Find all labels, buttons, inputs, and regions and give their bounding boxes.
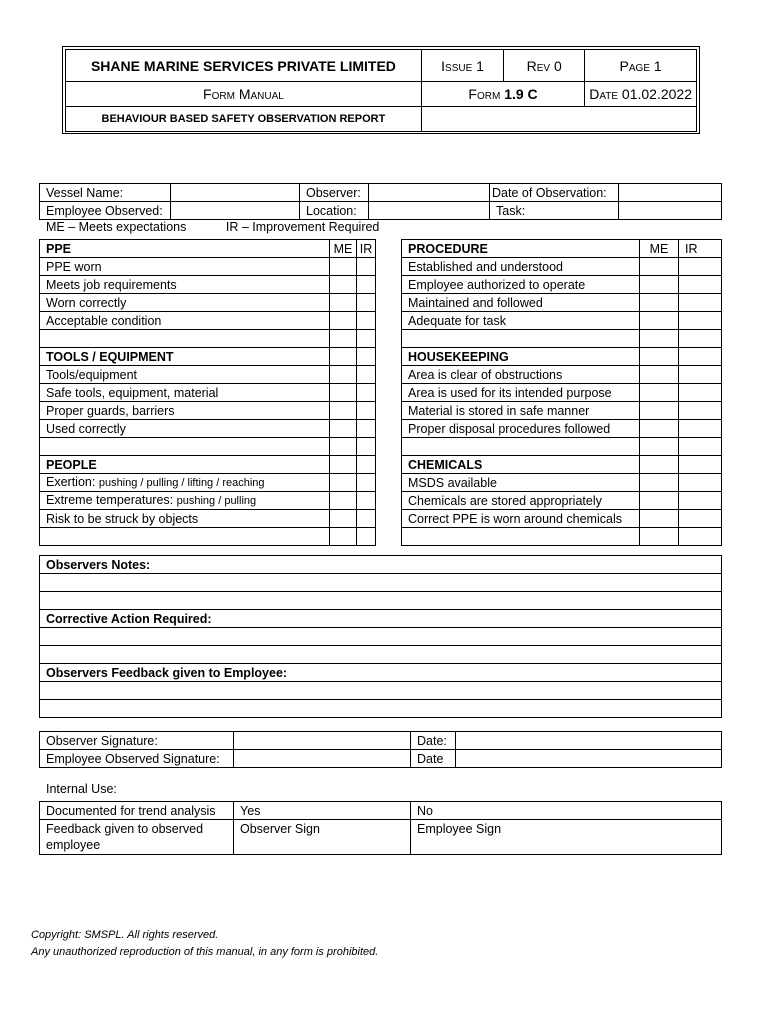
ir-checkbox[interactable]: [679, 402, 722, 420]
ir-checkbox[interactable]: [679, 510, 722, 528]
me-checkbox[interactable]: [330, 294, 357, 312]
me-checkbox[interactable]: [330, 528, 357, 546]
ir-checkbox[interactable]: [357, 510, 376, 528]
form-label: Form: [468, 86, 501, 102]
checklist-item: Used correctly: [40, 420, 330, 438]
form-number: 1.9 C: [504, 86, 538, 102]
checklist-item: Established and understood: [402, 258, 640, 276]
internal-use-label: Internal Use:: [46, 782, 117, 796]
observers-notes-line[interactable]: [40, 592, 722, 610]
table-row: [40, 294, 376, 312]
task-label: Task:: [490, 202, 619, 220]
vessel-name-field[interactable]: [171, 184, 300, 202]
me-checkbox[interactable]: [330, 510, 357, 528]
table-row: [40, 366, 376, 384]
me-checkbox[interactable]: [640, 510, 679, 528]
footer: [31, 927, 378, 961]
checklist-item: [40, 474, 330, 492]
ir-column-header: IR: [679, 240, 722, 258]
checklist-item: Material is stored in safe manner: [402, 402, 640, 420]
empty-cell: [679, 348, 722, 366]
ir-checkbox[interactable]: [679, 384, 722, 402]
task-field[interactable]: [619, 202, 722, 220]
ir-checkbox[interactable]: [679, 492, 722, 510]
me-checkbox[interactable]: [640, 312, 679, 330]
checklist-item: Area is clear of obstructions: [402, 366, 640, 384]
vessel-name-label: Vessel Name:: [40, 184, 171, 202]
table-row: [40, 276, 376, 294]
empty-cell: [40, 438, 330, 456]
no-option[interactable]: No: [411, 802, 722, 820]
ir-checkbox[interactable]: [357, 492, 376, 510]
corrective-action-label: Corrective Action Required:: [40, 610, 722, 628]
table-row: [402, 438, 722, 456]
table-row: [40, 420, 376, 438]
feedback-label: Observers Feedback given to Employee:: [40, 664, 722, 682]
me-checkbox[interactable]: [640, 528, 679, 546]
checklist-item: Proper guards, barriers: [40, 402, 330, 420]
ir-checkbox[interactable]: [679, 330, 722, 348]
feedback-given-line2: employee: [46, 838, 101, 852]
signature-table: [39, 731, 722, 768]
checklist-item: Area is used for its intended purpose: [402, 384, 640, 402]
me-checkbox[interactable]: [330, 420, 357, 438]
ir-checkbox[interactable]: [357, 294, 376, 312]
feedback-line[interactable]: [40, 682, 722, 700]
table-row: [402, 492, 722, 510]
table-row: [40, 330, 376, 348]
feedback-given-line1: Feedback given to observed: [46, 822, 204, 836]
observer-field[interactable]: [369, 184, 490, 202]
me-checkbox[interactable]: [640, 276, 679, 294]
reproduction-notice: Any unauthorized reproduction of this manual, in any form is prohibited.: [31, 946, 379, 958]
ir-checkbox[interactable]: [357, 528, 376, 546]
observer-sign-field[interactable]: Observer Sign: [234, 820, 411, 855]
ir-checkbox[interactable]: [357, 438, 376, 456]
documented-label: Documented for trend analysis: [40, 802, 234, 820]
section-title-housekeeping: HOUSEKEEPING: [402, 348, 640, 366]
observer-signature-label: Observer Signature:: [40, 732, 234, 750]
checklist-item: Proper disposal procedures followed: [402, 420, 640, 438]
ir-checkbox[interactable]: [679, 312, 722, 330]
table-row: [402, 312, 722, 330]
table-row: [402, 294, 722, 312]
ir-checkbox[interactable]: [679, 528, 722, 546]
document-header: [62, 46, 700, 134]
ir-checkbox[interactable]: [357, 276, 376, 294]
me-checkbox[interactable]: [330, 384, 357, 402]
form-date: Date 01.02.2022: [585, 82, 697, 107]
table-row: [40, 528, 376, 546]
section-title-chemicals: CHEMICALS: [402, 456, 640, 474]
me-checkbox[interactable]: [640, 492, 679, 510]
checklist-item: Chemicals are stored appropriately: [402, 492, 640, 510]
me-column-header: ME: [330, 240, 357, 258]
ir-checkbox[interactable]: [357, 330, 376, 348]
table-row: [40, 510, 376, 528]
table-row: [402, 330, 722, 348]
ir-checkbox[interactable]: [357, 402, 376, 420]
ir-checkbox[interactable]: [679, 258, 722, 276]
internal-use-table: [39, 801, 722, 855]
employee-signature-label: Employee Observed Signature:: [40, 750, 234, 768]
me-column-header: ME: [640, 240, 679, 258]
me-checkbox[interactable]: [330, 474, 357, 492]
checklist-item: PPE worn: [40, 258, 330, 276]
me-checkbox[interactable]: [640, 330, 679, 348]
company-name: SHANE MARINE SERVICES PRIVATE LIMITED: [66, 50, 422, 82]
me-checkbox[interactable]: [640, 384, 679, 402]
legend-ir: IR – Improvement Required: [225, 220, 380, 234]
checklist-item: Risk to be struck by objects: [40, 510, 330, 528]
exertion-label: Exertion:: [46, 475, 96, 489]
ir-checkbox[interactable]: [357, 258, 376, 276]
page-number: Page 1: [585, 50, 697, 82]
ir-checkbox[interactable]: [679, 366, 722, 384]
employee-date-label: Date: [411, 750, 456, 768]
temperatures-label: Extreme temperatures:: [46, 493, 174, 507]
me-checkbox[interactable]: [330, 258, 357, 276]
empty-cell: [40, 330, 330, 348]
table-row: [40, 312, 376, 330]
feedback-given-label: [40, 820, 234, 855]
checklist-item: Tools/equipment: [40, 366, 330, 384]
table-row: [40, 492, 376, 510]
table-row: [40, 258, 376, 276]
ir-checkbox[interactable]: [357, 420, 376, 438]
rating-legend: [46, 220, 415, 234]
ir-column-header: IR: [357, 240, 376, 258]
table-row: [402, 276, 722, 294]
observers-notes-line[interactable]: [40, 574, 722, 592]
temperatures-note: pushing / pulling: [176, 495, 257, 507]
empty-cell: [357, 456, 376, 474]
yes-option[interactable]: Yes: [234, 802, 411, 820]
empty-cell: [330, 348, 357, 366]
observer-date-label: Date:: [411, 732, 456, 750]
empty-cell: [640, 348, 679, 366]
legend-me: ME – Meets expectations: [46, 220, 187, 234]
ir-checkbox[interactable]: [357, 474, 376, 492]
empty-cell: [679, 456, 722, 474]
checklist-item: MSDS available: [402, 474, 640, 492]
employee-sign-field[interactable]: Employee Sign: [411, 820, 722, 855]
table-row: [402, 528, 722, 546]
corrective-action-line[interactable]: [40, 628, 722, 646]
ir-checkbox[interactable]: [679, 294, 722, 312]
checklist-item: [40, 492, 330, 510]
table-row: [402, 474, 722, 492]
ir-checkbox[interactable]: [679, 474, 722, 492]
me-checkbox[interactable]: [640, 258, 679, 276]
me-checkbox[interactable]: [640, 420, 679, 438]
notes-table: [39, 555, 722, 718]
right-checklist-table: [401, 239, 722, 546]
checklist-item: Safe tools, equipment, material: [40, 384, 330, 402]
observer-signature-field[interactable]: [234, 732, 411, 750]
table-row: [40, 384, 376, 402]
section-title-people: PEOPLE: [40, 456, 330, 474]
me-checkbox[interactable]: [640, 366, 679, 384]
section-title-tools: TOOLS / EQUIPMENT: [40, 348, 330, 366]
me-checkbox[interactable]: [330, 492, 357, 510]
empty-cell: [357, 348, 376, 366]
me-checkbox[interactable]: [330, 438, 357, 456]
corrective-action-line[interactable]: [40, 646, 722, 664]
ir-checkbox[interactable]: [357, 312, 376, 330]
section-title-procedure: PROCEDURE: [402, 240, 640, 258]
table-row: [402, 510, 722, 528]
left-checklist-table: [39, 239, 376, 546]
date-of-observation-label: Date of Observation:: [490, 184, 619, 202]
ir-checkbox[interactable]: [357, 366, 376, 384]
table-row: [402, 258, 722, 276]
me-checkbox[interactable]: [640, 474, 679, 492]
ir-checkbox[interactable]: [679, 438, 722, 456]
revision-number: Rev 0: [504, 50, 585, 82]
me-checkbox[interactable]: [640, 402, 679, 420]
observation-info-table: [39, 183, 722, 220]
table-row: [40, 402, 376, 420]
table-row: [402, 366, 722, 384]
empty-cell: [402, 330, 640, 348]
checklist-item: Acceptable condition: [40, 312, 330, 330]
employee-observed-label: Employee Observed:: [40, 202, 171, 220]
checklist-item: Adequate for task: [402, 312, 640, 330]
header-empty-cell: [421, 107, 696, 132]
checklist-item: Correct PPE is worn around chemicals: [402, 510, 640, 528]
employee-observed-field[interactable]: [171, 202, 300, 220]
me-checkbox[interactable]: [330, 276, 357, 294]
exertion-note: pushing / pulling / lifting / reaching: [98, 477, 265, 489]
me-checkbox[interactable]: [640, 438, 679, 456]
ir-checkbox[interactable]: [357, 384, 376, 402]
me-checkbox[interactable]: [640, 294, 679, 312]
empty-cell: [330, 456, 357, 474]
report-title: BEHAVIOUR BASED SAFETY OBSERVATION REPORT: [66, 107, 422, 132]
empty-cell: [402, 438, 640, 456]
table-row: [402, 402, 722, 420]
ir-checkbox[interactable]: [679, 276, 722, 294]
table-row: [402, 420, 722, 438]
observer-label: Observer:: [300, 184, 369, 202]
observers-notes-label: Observers Notes:: [40, 556, 722, 574]
me-checkbox[interactable]: [330, 366, 357, 384]
employee-signature-field[interactable]: [234, 750, 411, 768]
checklist-item: Employee authorized to operate: [402, 276, 640, 294]
date-of-observation-field[interactable]: [619, 184, 722, 202]
me-checkbox[interactable]: [330, 330, 357, 348]
checklist-item: Meets job requirements: [40, 276, 330, 294]
observer-date-field[interactable]: [456, 732, 722, 750]
empty-cell: [40, 528, 330, 546]
table-row: [40, 474, 376, 492]
form-number-cell: [421, 82, 584, 107]
me-checkbox[interactable]: [330, 312, 357, 330]
location-label: Location:: [300, 202, 369, 220]
empty-cell: [402, 528, 640, 546]
issue-number: Issue 1: [421, 50, 503, 82]
checklist-item: Maintained and followed: [402, 294, 640, 312]
form-manual-label: Form Manual: [66, 82, 422, 107]
copyright-text: Copyright: SMSPL. All rights reserved.: [31, 929, 219, 941]
table-row: [402, 384, 722, 402]
me-checkbox[interactable]: [330, 402, 357, 420]
section-title-ppe: PPE: [40, 240, 330, 258]
location-field[interactable]: [369, 202, 490, 220]
empty-cell: [640, 456, 679, 474]
checklist-item: Worn correctly: [40, 294, 330, 312]
ir-checkbox[interactable]: [679, 420, 722, 438]
employee-date-field[interactable]: [456, 750, 722, 768]
table-row: [40, 438, 376, 456]
feedback-line[interactable]: [40, 700, 722, 718]
